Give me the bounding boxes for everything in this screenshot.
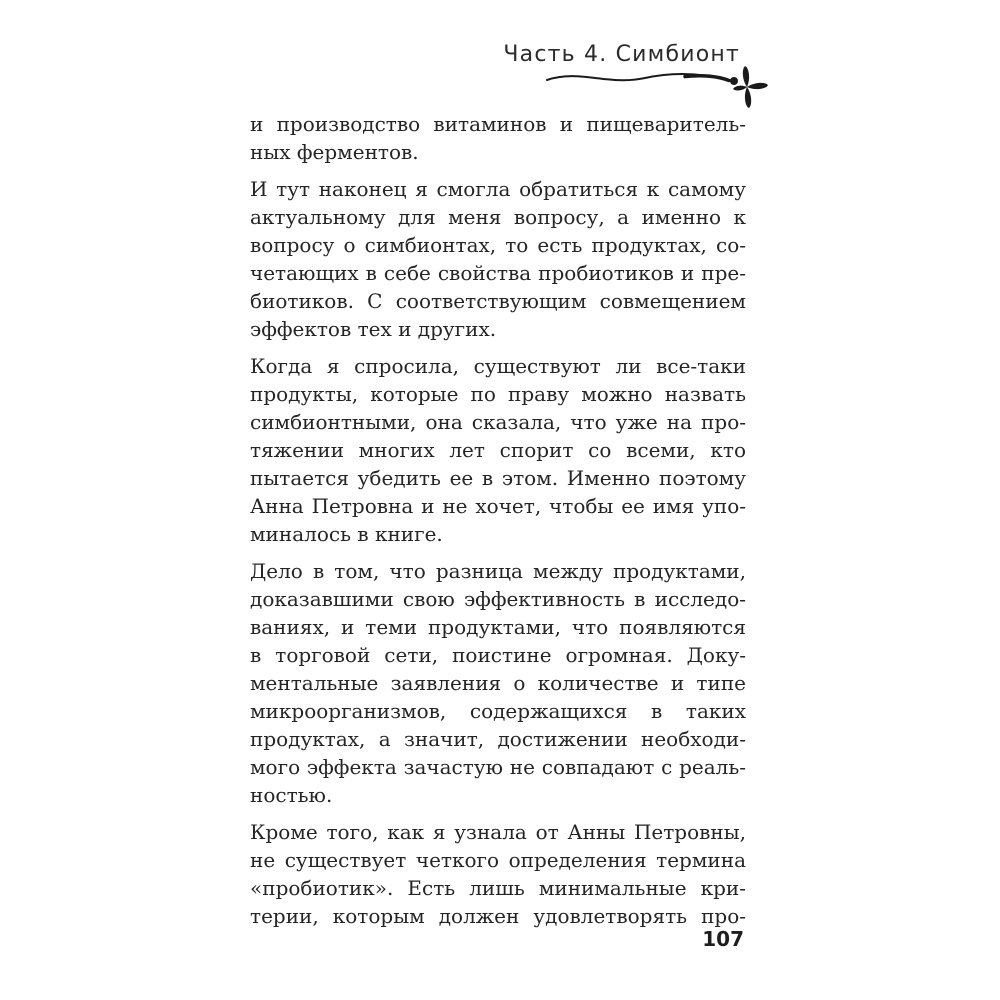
text-line: ностью.: [250, 783, 333, 807]
paragraph: [250, 110, 746, 166]
text-line: пытается убедить ее в этом. Именно поэтому: [250, 466, 746, 490]
text-line: актуальному для меня вопросу, а именно к: [250, 205, 746, 229]
text-line: доказавшими свою эффективность в исследо-: [250, 587, 746, 611]
text-line: эффектов тех и других.: [250, 317, 497, 341]
text-line: Когда я спросила, существуют ли все-таки: [250, 354, 746, 378]
text-line: «пробиотик». Есть лишь минимальные кри-: [250, 876, 746, 900]
text-line: в торговой сети, поистине огромная. Доку-: [250, 643, 746, 667]
text-line: миналось в книге.: [250, 522, 443, 546]
text-line: ных ферментов.: [250, 140, 419, 164]
text-line: терии, которым должен удовлетворять про-: [250, 904, 746, 928]
flourish-leaf-ornament-icon: [545, 58, 790, 114]
text-line: микроорганизмов, содержащихся в таких: [250, 699, 746, 723]
text-line: мого эффекта зачастую не совпадают с реаль-: [250, 755, 746, 779]
text-line: продуктах, а значит, достижении необходи-: [250, 727, 746, 751]
text-line: ваниях, и теми продуктами, что появляются: [250, 615, 746, 639]
text-line: тяжении многих лет спорит со всеми, кто: [250, 438, 746, 462]
text-line: не существует четкого определения термина: [250, 848, 746, 872]
text-line: симбионтными, она сказала, что уже на про-: [250, 410, 746, 434]
body-text: [250, 110, 746, 939]
text-line: биотиков. С соответствующим совмещением: [250, 289, 746, 313]
text-line: четающих в себе свойства пробиотиков и пре-: [250, 261, 746, 285]
text-line: Анна Петровна и не хочет, чтобы ее имя упо-: [250, 494, 746, 518]
paragraph: [250, 352, 746, 548]
text-line: ментальные заявления о количестве и типе: [250, 671, 746, 695]
text-line: и производство витаминов и пищеваритель-: [250, 112, 746, 136]
page-number: 107: [702, 927, 744, 951]
paragraph: [250, 557, 746, 809]
text-line: вопросу о симбионтах, то есть продуктах, со-: [250, 233, 746, 257]
text-line: Кроме того, как я узнала от Анны Петровны,: [250, 820, 746, 844]
text-line: продукты, которые по праву можно назвать: [250, 382, 746, 406]
text-line: И тут наконец я смогла обратиться к самому: [250, 177, 746, 201]
paragraph: [250, 818, 746, 930]
chapter-header: Часть 4. Симбионт: [503, 42, 740, 67]
text-line: Дело в том, что разница между продуктами,: [250, 559, 746, 583]
paragraph: [250, 175, 746, 343]
